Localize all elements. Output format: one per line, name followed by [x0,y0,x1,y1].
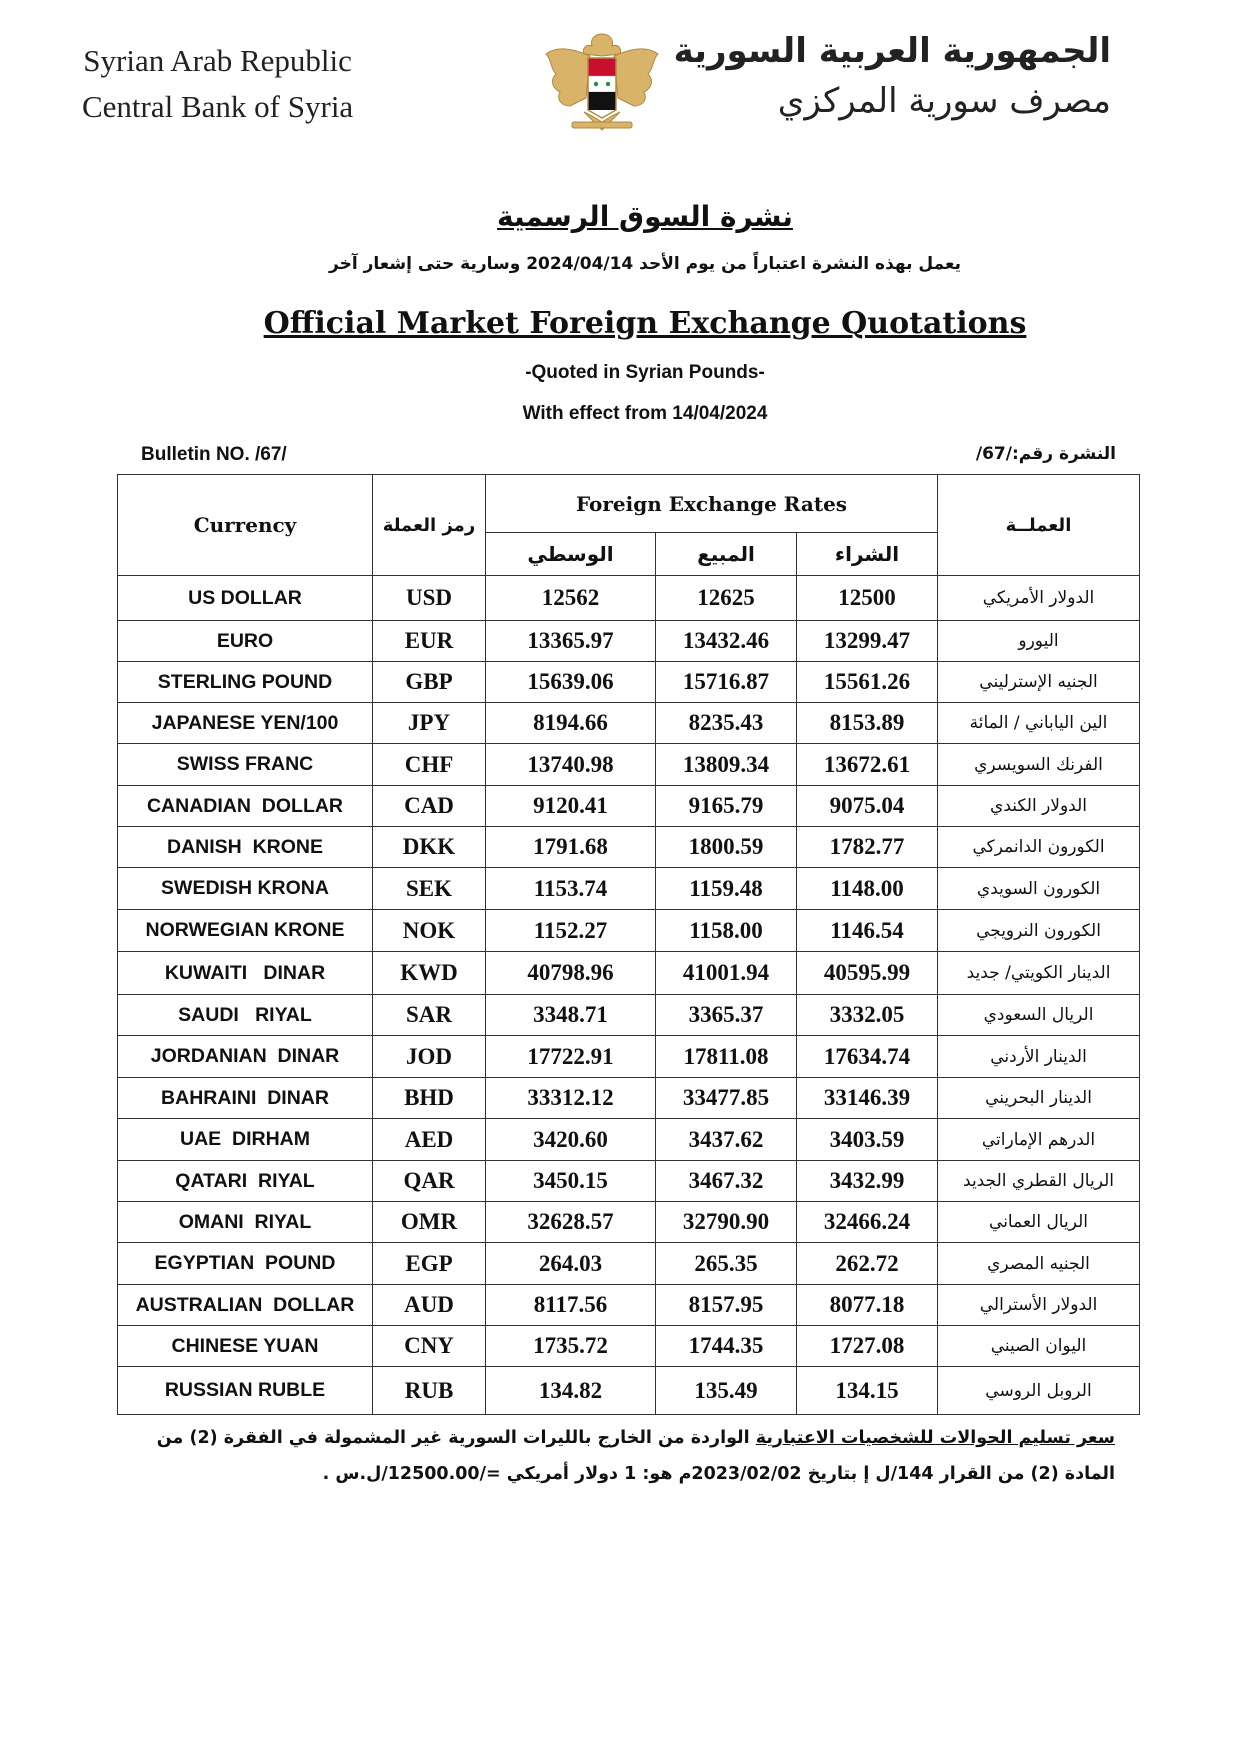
table-row [118,868,1140,910]
currency-name: DANISH KRONE [118,827,373,868]
currency-name: SWISS FRANC [118,744,373,786]
currency-code: JOD [373,1036,486,1078]
header-sell: المبيع [656,533,797,576]
currency-name-ar: الروبل الروسي [938,1367,1140,1415]
currency-code: CHF [373,744,486,786]
rate-middle: 8117.56 [486,1285,656,1326]
rate-sell: 1800.59 [656,827,797,868]
rate-middle: 32628.57 [486,1202,656,1243]
rate-buy: 12500 [797,576,938,621]
table-row [118,1326,1140,1367]
rate-buy: 40595.99 [797,952,938,995]
rate-middle: 33312.12 [486,1078,656,1119]
currency-name-ar: الدولار الأمريكي [938,576,1140,621]
currency-name: BAHRAINI DINAR [118,1078,373,1119]
rate-sell: 1159.48 [656,868,797,910]
currency-code: GBP [373,662,486,703]
currency-name-ar: اليوان الصيني [938,1326,1140,1367]
currency-name-ar: الكورون النرويجي [938,910,1140,952]
currency-name-ar: الريال السعودي [938,995,1140,1036]
rate-buy: 1148.00 [797,868,938,910]
rate-sell: 3437.62 [656,1119,797,1161]
bulletin-number-en: Bulletin NO. /67/ [141,444,287,465]
bank-name-arabic [674,26,1111,126]
english-title: Official Market Foreign Exchange Quotations [263,306,1027,341]
table-row [118,995,1140,1036]
currency-name-ar: الدولار الكندي [938,786,1140,827]
rate-middle: 17722.91 [486,1036,656,1078]
rate-buy: 1727.08 [797,1326,938,1367]
rate-sell: 9165.79 [656,786,797,827]
currency-code: NOK [373,910,486,952]
table-row [118,1078,1140,1119]
table-row [118,1367,1140,1415]
rate-middle: 8194.66 [486,703,656,744]
rates-body [118,576,1140,1415]
rate-middle: 264.03 [486,1243,656,1285]
rate-sell: 8235.43 [656,703,797,744]
rate-buy: 3432.99 [797,1161,938,1202]
currency-name-ar: اليورو [938,621,1140,662]
currency-name-ar: الدولار الأسترالي [938,1285,1140,1326]
currency-name-ar: الفرنك السويسري [938,744,1140,786]
currency-code: DKK [373,827,486,868]
table-row [118,744,1140,786]
rate-sell: 1744.35 [656,1326,797,1367]
rate-middle: 134.82 [486,1367,656,1415]
rate-buy: 1146.54 [797,910,938,952]
table-row [118,1243,1140,1285]
table-row [118,1119,1140,1161]
currency-name: NORWEGIAN KRONE [118,910,373,952]
currency-code: OMR [373,1202,486,1243]
table-row [118,703,1140,744]
rate-sell: 3467.32 [656,1161,797,1202]
currency-code: SAR [373,995,486,1036]
currency-name-ar: الدينار الأردني [938,1036,1140,1078]
rate-buy: 8077.18 [797,1285,938,1326]
rate-middle: 3348.71 [486,995,656,1036]
rate-middle: 1152.27 [486,910,656,952]
currency-name-ar: الكورون السويدي [938,868,1140,910]
rate-buy: 9075.04 [797,786,938,827]
currency-name-ar: الكورون الدانمركي [938,827,1140,868]
footnote-text: الواردة من الخارج بالليرات السورية غير المشمولة في الفقرة (2) من المادة (2) من القرار 144/ل إ بتاريخ 2023/02/02م هو: 1 دولار أمريكي =/12500.00/ل.س . [156,1428,1115,1484]
currency-name: EURO [118,621,373,662]
table-row [118,952,1140,995]
rate-buy: 17634.74 [797,1036,938,1078]
country-name-ar: الجمهورية العربية السورية [673,31,1111,71]
currency-name: US DOLLAR [118,576,373,621]
rate-middle: 3420.60 [486,1119,656,1161]
rate-sell: 33477.85 [656,1078,797,1119]
rate-buy: 1782.77 [797,827,938,868]
rate-buy: 13672.61 [797,744,938,786]
rate-buy: 3403.59 [797,1119,938,1161]
currency-name: QATARI RIYAL [118,1161,373,1202]
rate-middle: 1153.74 [486,868,656,910]
eagle-of-syria-emblem-icon [542,26,662,136]
header-buy: الشراء [797,533,938,576]
currency-name-ar: الجنيه الإسترليني [938,662,1140,703]
arabic-subtitle: يعمل بهذه النشرة اعتباراً من يوم الأحد 2024/04/14 وسارية حتى إشعار آخر [329,254,961,274]
rate-sell: 32790.90 [656,1202,797,1243]
footnote-underlined: سعر تسليم الحوالات للشخصيات الاعتبارية [755,1428,1115,1448]
currency-name: JAPANESE YEN/100 [118,703,373,744]
table-row [118,1285,1140,1326]
currency-name: CANADIAN DOLLAR [118,786,373,827]
rate-sell: 265.35 [656,1243,797,1285]
currency-name: OMANI RIYAL [118,1202,373,1243]
rate-sell: 15716.87 [656,662,797,703]
currency-name: JORDANIAN DINAR [118,1036,373,1078]
exchange-rates-table [117,474,1140,1415]
rate-sell: 135.49 [656,1367,797,1415]
rate-sell: 1158.00 [656,910,797,952]
currency-name: EGYPTIAN POUND [118,1243,373,1285]
rate-middle: 13365.97 [486,621,656,662]
rate-middle: 3450.15 [486,1161,656,1202]
rate-sell: 17811.08 [656,1036,797,1078]
rate-buy: 32466.24 [797,1202,938,1243]
currency-name: UAE DIRHAM [118,1119,373,1161]
rate-buy: 13299.47 [797,621,938,662]
currency-code: QAR [373,1161,486,1202]
header-currency-ar: العملــة [938,475,1140,576]
rate-middle: 1791.68 [486,827,656,868]
currency-code: KWD [373,952,486,995]
table-row [118,1202,1140,1243]
table-row [118,621,1140,662]
arabic-title: نشرة السوق الرسمية [497,200,793,233]
rate-sell: 41001.94 [656,952,797,995]
rate-middle: 12562 [486,576,656,621]
rate-middle: 15639.06 [486,662,656,703]
currency-code: SEK [373,868,486,910]
currency-name: RUSSIAN RUBLE [118,1367,373,1415]
table-row [118,910,1140,952]
rate-middle: 1735.72 [486,1326,656,1367]
currency-name-ar: الريال القطري الجديد [938,1161,1140,1202]
currency-code: EUR [373,621,486,662]
rate-sell: 13432.46 [656,621,797,662]
table-row [118,662,1140,703]
table-row [118,1036,1140,1078]
currency-code: CAD [373,786,486,827]
currency-name-ar: الين الياباني / المائة [938,703,1140,744]
remittance-footnote [145,1420,1115,1492]
rate-middle: 13740.98 [486,744,656,786]
rate-buy: 15561.26 [797,662,938,703]
currency-name: SAUDI RIYAL [118,995,373,1036]
currency-code: BHD [373,1078,486,1119]
bulletin-number-ar: النشرة رقم:/67/ [975,444,1116,464]
rate-buy: 8153.89 [797,703,938,744]
header-currency: Currency [118,475,373,576]
rate-middle: 9120.41 [486,786,656,827]
currency-name-ar: الدينار الكويتي/ جديد [938,952,1140,995]
table-row [118,786,1140,827]
header-currency-code: رمز العملة [373,475,486,576]
rate-buy: 134.15 [797,1367,938,1415]
header-middle: الوسطي [486,533,656,576]
rate-buy: 3332.05 [797,995,938,1036]
currency-name-ar: الجنيه المصري [938,1243,1140,1285]
currency-name: STERLING POUND [118,662,373,703]
currency-code: JPY [373,703,486,744]
currency-code: CNY [373,1326,486,1367]
bank-name-en: Central Bank of Syria [82,89,354,124]
currency-name-ar: الدرهم الإماراتي [938,1119,1140,1161]
quoted-currency-note: -Quoted in Syrian Pounds- [525,362,765,383]
currency-code: AUD [373,1285,486,1326]
currency-code: RUB [373,1367,486,1415]
rate-buy: 262.72 [797,1243,938,1285]
currency-name-ar: الدينار البحريني [938,1078,1140,1119]
rate-sell: 8157.95 [656,1285,797,1326]
currency-code: USD [373,576,486,621]
currency-name: SWEDISH KRONA [118,868,373,910]
rate-sell: 12625 [656,576,797,621]
rate-buy: 33146.39 [797,1078,938,1119]
currency-name-ar: الريال العماني [938,1202,1140,1243]
rate-middle: 40798.96 [486,952,656,995]
currency-code: AED [373,1119,486,1161]
header-rates: Foreign Exchange Rates [486,475,938,533]
table-row [118,827,1140,868]
currency-code: EGP [373,1243,486,1285]
rate-sell: 3365.37 [656,995,797,1036]
country-name-en: Syrian Arab Republic [83,43,352,78]
rate-sell: 13809.34 [656,744,797,786]
currency-name: CHINESE YUAN [118,1326,373,1367]
currency-name: KUWAITI DINAR [118,952,373,995]
bank-name-english [82,38,353,130]
effective-date: With effect from 14/04/2024 [522,403,768,424]
table-row [118,576,1140,621]
currency-name: AUSTRALIAN DOLLAR [118,1285,373,1326]
table-row [118,1161,1140,1202]
bank-name-ar: مصرف سورية المركزي [777,81,1111,121]
